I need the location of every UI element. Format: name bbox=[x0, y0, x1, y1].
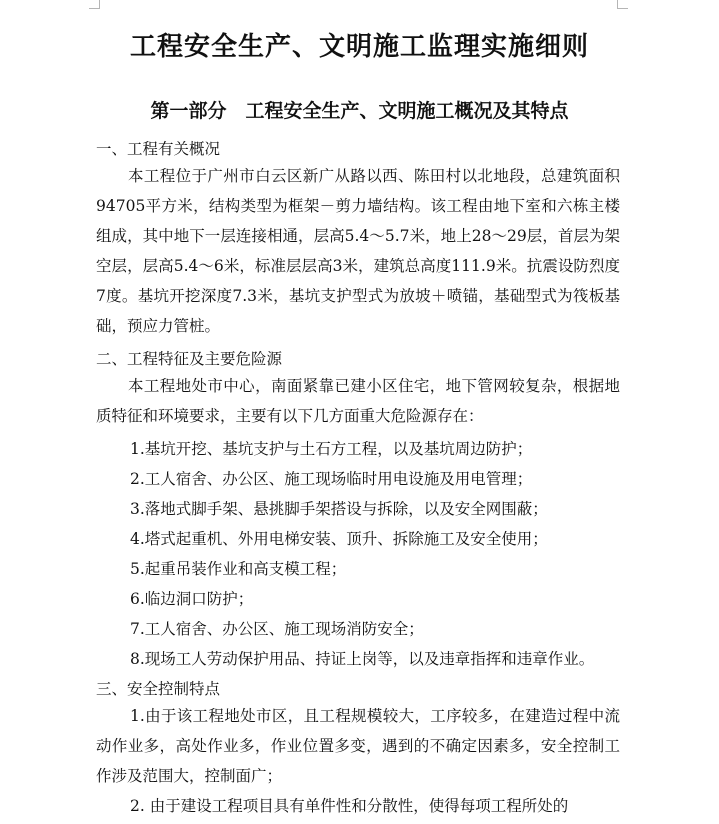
hazard-item-2: 2.工人宿舍、办公区、施工现场临时用电设施及用电管理； bbox=[130, 470, 533, 488]
document-title: 工程安全生产、文明施工监理实施细则 bbox=[129, 32, 589, 62]
section-1-paragraph: 本工程位于广州市白云区新广从路以西、陈田村以北地段，总建筑面积94705平方米，结构类型为框架－剪力墙结构。该工程由地下室和六栋主楼组成，其中地下一层连接相通，层高5.4～5.7米，地上28～29层，首层为架空层，层高5.4～6米，标准层层高3米，建筑总高度111.9米。抗震设防烈度7度。基坑开挖深度7.3米，基坑支护型式为放坡＋喷锚，基础型式为筏板基础，预应力管桩。 bbox=[96, 167, 620, 335]
section-heading-1: 一、工程有关概况 bbox=[96, 140, 221, 158]
section-2-paragraph: 本工程地处市中心，南面紧靠已建小区住宅，地下管网较复杂，根据地质特征和环境要求，主要有以下几方面重大危险源存在： bbox=[96, 377, 620, 425]
control-point-1: 1.由于该工程地处市区，且工程规模较大，工序较多，在建造过程中流动作业多，高处作业多，作业位置多变，遇到的不确定因素多，安全控制工作涉及范围大，控制面广； bbox=[96, 707, 620, 785]
crop-mark-top-left bbox=[89, 0, 100, 9]
hazard-item-5: 5.起重吊装作业和高支模工程； bbox=[130, 560, 347, 578]
hazard-item-1: 1.基坑开挖、基坑支护与土石方工程，以及基坑周边防护； bbox=[130, 440, 533, 458]
control-point-2: 2. 由于建设工程项目具有单件性和分散性，使得每项工程所处的 bbox=[130, 797, 569, 815]
hazard-item-3: 3.落地式脚手架、悬挑脚手架搭设与拆除，以及安全网围蔽； bbox=[130, 500, 548, 518]
hazard-item-4: 4.塔式起重机、外用电梯安装、顶升、拆除施工及安全使用； bbox=[130, 530, 548, 548]
hazard-item-6: 6.临边洞口防护； bbox=[130, 590, 254, 608]
section-heading-2: 二、工程特征及主要危险源 bbox=[96, 350, 283, 368]
crop-mark-top-right bbox=[617, 0, 628, 9]
part-title: 第一部分 工程安全生产、文明施工概况及其特点 bbox=[150, 100, 569, 122]
hazard-item-7: 7.工人宿舍、办公区、施工现场消防安全； bbox=[130, 620, 424, 638]
hazard-item-8: 8.现场工人劳动保护用品、持证上岗等，以及违章指挥和违章作业。 bbox=[130, 650, 595, 668]
section-heading-3: 三、安全控制特点 bbox=[96, 680, 221, 698]
